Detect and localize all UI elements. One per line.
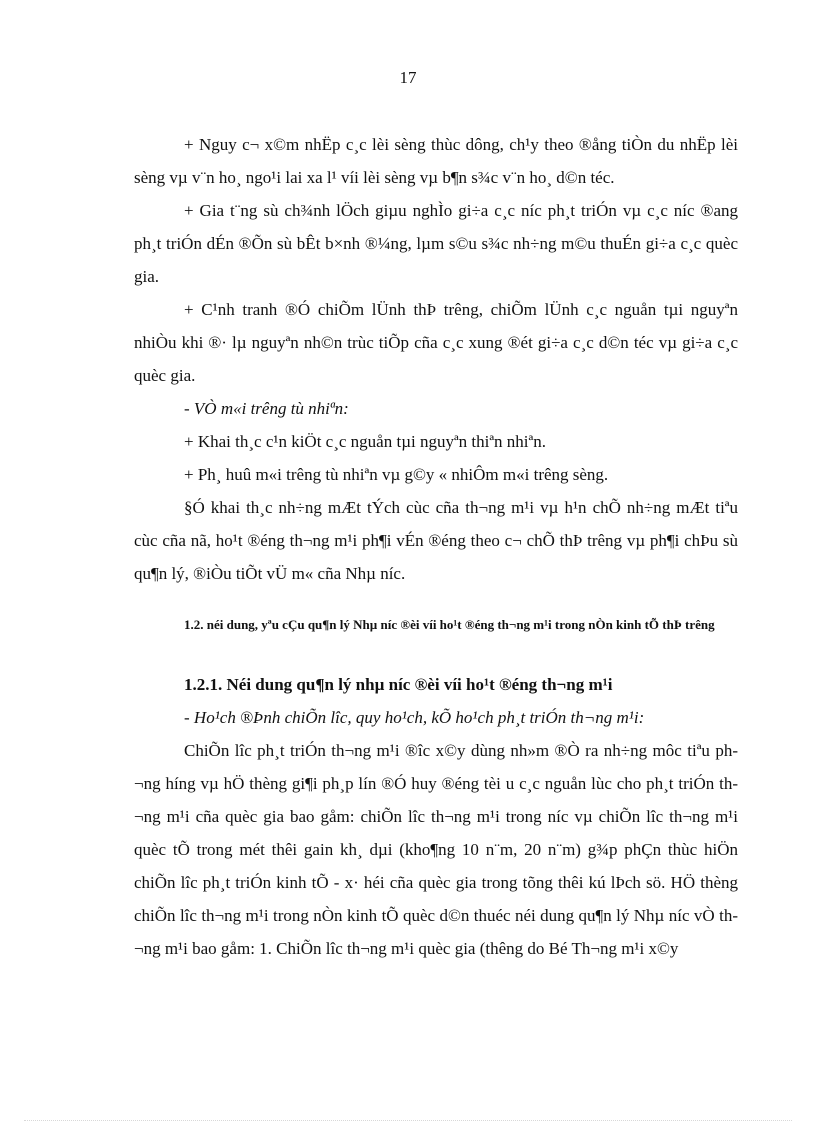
subsection-heading: 1.2. néi dung, yªu cÇu qu¶n lý Nhµ níc ®èi víi ho¹t ®éng th¬ng m¹i trong nÒn kinh tÕ thÞ trêng bbox=[184, 617, 715, 632]
section-heading: 1.2.1. Néi dung qu¶n lý nhµ níc ®èi víi ho¹t ®éng th¬ng m¹i bbox=[184, 675, 613, 694]
paragraph-lifestyle-risk: + Nguy c¬ x©m nhËp c¸c lèi sèng thùc dông, ch¹y theo ®ång tiÒn du nhËp lèi sèng vµ v¨n ho¸ ngo¹i lai xa l¹ víi lèi sèng vµ b¶n s¾c v¨n ho¸ d©n téc. bbox=[134, 135, 738, 187]
paragraph-competition: + C¹nh tranh ®Ó chiÕm lÜnh thÞ trêng, chiÕm lÜnh c¸c nguån tµi nguyªn nhiÒu khi ®· lµ nguyªn nh©n trùc tiÕp cña c¸c xung ®ét gi÷a c¸c d©n téc vµ gi÷a c¸c quèc gia. bbox=[134, 300, 738, 385]
body-block-1 bbox=[134, 128, 738, 590]
paragraph-strategy: ChiÕn lîc ph¸t triÓn th¬ng m¹i ®îc x©y dùng nh»m ®Ò ra nh÷ng môc tiªu ph¬ng híng vµ hÖ thèng gi¶i ph¸p lín ®Ó huy ®éng tèi u c¸c nguån lùc cho ph¸t triÓn th¬ng m¹i cña quèc gia bao gåm: chiÕn lîc th¬ng m¹i trong níc vµ chiÕn lîc th¬ng m¹i quèc tÕ trong mét thêi gain kh¸ dµi (kho¶ng 10 n¨m, 20 n¨m) g¾p phÇn thùc hiÖn chiÕn lîc ph¸t triÓn kinh tÕ - x· héi cña quèc gia trong tõng thêi kú lÞch sö. HÖ thèng chiÕn lîc th¬ng m¹i trong nÒn kinh tÕ quèc d©n thuéc néi dung qu¶n lý Nhµ níc vÒ th¬ng m¹i bao gåm: 1. ChiÕn lîc th¬ng m¹i quèc gia (thêng do Bé Th¬ng m¹i x©y bbox=[134, 741, 738, 958]
paragraph-market-mechanism: §Ó khai th¸c nh÷ng mÆt tÝch cùc cña th¬ng m¹i vµ h¹n chÕ nh÷ng mÆt tiªu cùc cña nã, ho¹t ®éng th¬ng m¹i ph¶i vÉn ®éng theo c¬ chÕ thÞ trêng vµ ph¶i chÞu sù qu¶n lý, ®iÒu tiÕt vÜ m« cña Nhµ níc. bbox=[134, 498, 738, 583]
paragraph-planning-heading: - Ho¹ch ®Þnh chiÕn lîc, quy ho¹ch, kÕ ho¹ch ph¸t triÓn th¬ng m¹i: bbox=[184, 708, 645, 727]
paragraph-resource-depletion: + Khai th¸c c¹n kiÖt c¸c nguån tµi nguyªn thiªn nhiªn. bbox=[184, 432, 546, 451]
page-number: 17 bbox=[399, 68, 417, 87]
paragraph-inequality: + Gia t¨ng sù ch¾nh lÖch giµu nghÌo gi÷a c¸c níc ph¸t triÓn vµ c¸c níc ®ang ph¸t triÓn dÉn ®Õn sù bÊt b×nh ®¼ng, lµm s©u s¾c nh÷ng m©u thuÉn gi÷a c¸c quèc gia. bbox=[134, 201, 738, 286]
paragraph-environment-damage: + Ph¸ huû m«i trêng tù nhiªn vµ g©y « nhiÔm m«i trêng sèng. bbox=[184, 465, 609, 484]
body-block-2 bbox=[134, 668, 738, 965]
footer-rule bbox=[24, 1120, 792, 1121]
paragraph-environment-heading: - VÒ m«i trêng tù nhiªn: bbox=[184, 399, 349, 418]
